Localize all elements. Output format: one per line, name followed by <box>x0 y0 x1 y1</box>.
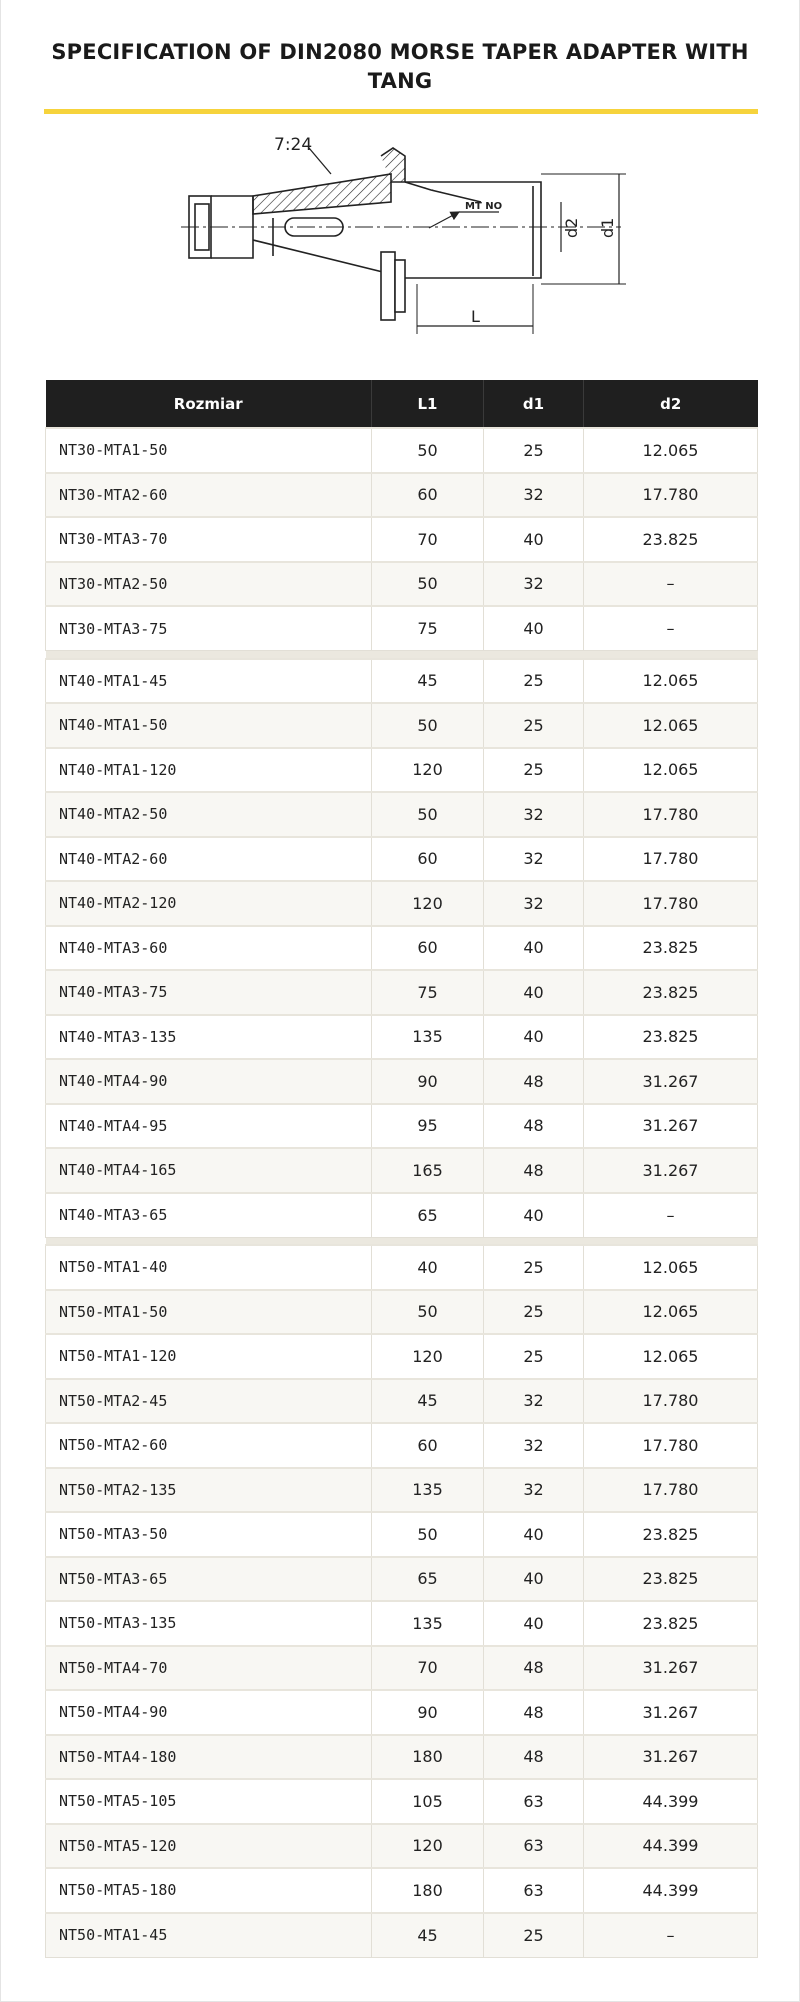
cell-l1: 70 <box>372 517 484 562</box>
cell-l1: 40 <box>372 1245 484 1290</box>
cell-d1: 32 <box>484 881 584 926</box>
separator-cell <box>484 651 584 659</box>
cell-size-code: NT50-MTA4-90 <box>46 1690 372 1735</box>
cell-size-code: NT50-MTA3-50 <box>46 1512 372 1557</box>
morse-taper-label: MT NO <box>465 201 503 212</box>
cell-d1: 40 <box>484 1512 584 1557</box>
cell-size-code: NT40-MTA2-60 <box>46 837 372 882</box>
cell-size-code: NT40-MTA4-95 <box>46 1104 372 1149</box>
cell-l1: 75 <box>372 970 484 1015</box>
spec-table <box>45 380 758 1958</box>
cell-l1: 120 <box>372 1334 484 1379</box>
cell-d1: 48 <box>484 1059 584 1104</box>
cell-d1: 32 <box>484 1423 584 1468</box>
group-separator <box>46 1237 758 1245</box>
table-row <box>46 1779 758 1824</box>
cell-d1: 25 <box>484 1913 584 1958</box>
group-separator <box>46 651 758 659</box>
column-header-l1: L1 <box>372 380 484 428</box>
table-row <box>46 1512 758 1557</box>
table-row <box>46 1468 758 1513</box>
table-row <box>46 1646 758 1691</box>
cell-l1: 60 <box>372 473 484 518</box>
cell-size-code: NT50-MTA2-135 <box>46 1468 372 1513</box>
length-dimension-label: L <box>471 307 480 326</box>
cell-l1: 50 <box>372 562 484 607</box>
table-row <box>46 517 758 562</box>
table-row <box>46 473 758 518</box>
cell-l1: 120 <box>372 881 484 926</box>
cell-d1: 32 <box>484 837 584 882</box>
cell-d2: 12.065 <box>584 1334 758 1379</box>
cell-d2: 17.780 <box>584 1379 758 1424</box>
d1-dimension-label: d1 <box>598 217 617 238</box>
cell-l1: 95 <box>372 1104 484 1149</box>
table-row <box>46 562 758 607</box>
cell-d1: 63 <box>484 1868 584 1913</box>
table-row <box>46 1059 758 1104</box>
separator-cell <box>372 1237 484 1245</box>
cell-d2: – <box>584 606 758 651</box>
cell-d1: 40 <box>484 1193 584 1238</box>
cell-d2: 44.399 <box>584 1824 758 1869</box>
cell-size-code: NT30-MTA2-60 <box>46 473 372 518</box>
table-row <box>46 1913 758 1958</box>
cell-d2: 44.399 <box>584 1868 758 1913</box>
cell-size-code: NT50-MTA3-135 <box>46 1601 372 1646</box>
cell-d1: 25 <box>484 1334 584 1379</box>
cell-d2: 31.267 <box>584 1104 758 1149</box>
cell-size-code: NT30-MTA3-75 <box>46 606 372 651</box>
table-row <box>46 1104 758 1149</box>
cell-size-code: NT50-MTA1-120 <box>46 1334 372 1379</box>
cell-size-code: NT40-MTA1-45 <box>46 659 372 704</box>
cell-d2: 17.780 <box>584 881 758 926</box>
cell-d1: 25 <box>484 1290 584 1335</box>
cell-d1: 40 <box>484 926 584 971</box>
cell-l1: 135 <box>372 1015 484 1060</box>
separator-cell <box>584 651 758 659</box>
cell-d2: 23.825 <box>584 517 758 562</box>
cell-size-code: NT40-MTA4-165 <box>46 1148 372 1193</box>
cell-d1: 25 <box>484 1245 584 1290</box>
table-row <box>46 926 758 971</box>
separator-cell <box>584 1237 758 1245</box>
cell-d1: 40 <box>484 606 584 651</box>
cell-size-code: NT50-MTA3-65 <box>46 1557 372 1602</box>
cell-d2: 23.825 <box>584 970 758 1015</box>
cell-d1: 40 <box>484 970 584 1015</box>
cell-d2: 12.065 <box>584 748 758 793</box>
cell-d2: 44.399 <box>584 1779 758 1824</box>
cell-d1: 25 <box>484 659 584 704</box>
cell-d2: – <box>584 1913 758 1958</box>
cell-d1: 48 <box>484 1646 584 1691</box>
cell-size-code: NT40-MTA1-120 <box>46 748 372 793</box>
cell-d1: 48 <box>484 1690 584 1735</box>
table-row <box>46 1148 758 1193</box>
table-row <box>46 1290 758 1335</box>
table-row <box>46 1601 758 1646</box>
cell-l1: 50 <box>372 1512 484 1557</box>
table-row <box>46 659 758 704</box>
cell-size-code: NT50-MTA1-50 <box>46 1290 372 1335</box>
cell-size-code: NT40-MTA3-65 <box>46 1193 372 1238</box>
cell-size-code: NT40-MTA3-60 <box>46 926 372 971</box>
cell-d2: 23.825 <box>584 1015 758 1060</box>
cell-size-code: NT40-MTA2-50 <box>46 792 372 837</box>
table-header-row <box>46 380 758 428</box>
cell-d2: 12.065 <box>584 1290 758 1335</box>
cell-d1: 48 <box>484 1104 584 1149</box>
cell-d2: 23.825 <box>584 1601 758 1646</box>
cell-l1: 45 <box>372 1913 484 1958</box>
cell-d1: 48 <box>484 1735 584 1780</box>
cell-size-code: NT50-MTA4-180 <box>46 1735 372 1780</box>
cell-d1: 40 <box>484 1557 584 1602</box>
cell-l1: 165 <box>372 1148 484 1193</box>
cell-size-code: NT40-MTA4-90 <box>46 1059 372 1104</box>
cell-size-code: NT50-MTA5-120 <box>46 1824 372 1869</box>
table-row <box>46 606 758 651</box>
table-row <box>46 1379 758 1424</box>
cell-d1: 32 <box>484 792 584 837</box>
cell-d2: 12.065 <box>584 659 758 704</box>
cell-l1: 120 <box>372 748 484 793</box>
cell-l1: 180 <box>372 1868 484 1913</box>
table-row <box>46 970 758 1015</box>
cell-d2: 23.825 <box>584 926 758 971</box>
d2-dimension-label: d2 <box>562 217 581 238</box>
cell-l1: 135 <box>372 1468 484 1513</box>
table-row <box>46 1824 758 1869</box>
table-row <box>46 1735 758 1780</box>
title-underline <box>44 109 758 114</box>
page-title: SPECIFICATION OF DIN2080 MORSE TAPER ADAPTER WITH TANG <box>51 40 749 93</box>
cell-d2: 17.780 <box>584 1468 758 1513</box>
cell-size-code: NT30-MTA3-70 <box>46 517 372 562</box>
separator-cell <box>484 1237 584 1245</box>
cell-size-code: NT50-MTA2-45 <box>46 1379 372 1424</box>
cell-d1: 32 <box>484 1379 584 1424</box>
cell-d2: 17.780 <box>584 1423 758 1468</box>
table-row <box>46 1334 758 1379</box>
table-body <box>46 428 758 1957</box>
cell-size-code: NT50-MTA4-70 <box>46 1646 372 1691</box>
cell-d1: 32 <box>484 1468 584 1513</box>
cell-d1: 25 <box>484 748 584 793</box>
cell-l1: 90 <box>372 1059 484 1104</box>
cell-l1: 60 <box>372 837 484 882</box>
cell-d2: 31.267 <box>584 1059 758 1104</box>
cell-d2: 31.267 <box>584 1735 758 1780</box>
cell-d2: 17.780 <box>584 792 758 837</box>
cell-size-code: NT40-MTA3-75 <box>46 970 372 1015</box>
cell-d1: 40 <box>484 517 584 562</box>
cell-l1: 50 <box>372 703 484 748</box>
cell-l1: 180 <box>372 1735 484 1780</box>
cell-d2: 17.780 <box>584 837 758 882</box>
adapter-technical-drawing <box>181 134 631 344</box>
cell-d1: 48 <box>484 1148 584 1193</box>
separator-cell <box>372 651 484 659</box>
cell-size-code: NT40-MTA2-120 <box>46 881 372 926</box>
table-row <box>46 1690 758 1735</box>
table-row <box>46 1557 758 1602</box>
table-row <box>46 1193 758 1238</box>
cell-l1: 60 <box>372 1423 484 1468</box>
cell-size-code: NT50-MTA1-45 <box>46 1913 372 1958</box>
table-row <box>46 881 758 926</box>
cell-d1: 40 <box>484 1601 584 1646</box>
cell-d1: 40 <box>484 1015 584 1060</box>
cell-d1: 32 <box>484 562 584 607</box>
cell-l1: 60 <box>372 926 484 971</box>
cell-size-code: NT50-MTA1-40 <box>46 1245 372 1290</box>
cell-d2: 31.267 <box>584 1646 758 1691</box>
table-row <box>46 1868 758 1913</box>
cell-l1: 120 <box>372 1824 484 1869</box>
cell-d2: 12.065 <box>584 703 758 748</box>
table-row <box>46 1245 758 1290</box>
cell-l1: 70 <box>372 1646 484 1691</box>
separator-cell <box>46 651 372 659</box>
column-header-size: Rozmiar <box>46 380 372 428</box>
separator-cell <box>46 1237 372 1245</box>
cell-d1: 63 <box>484 1824 584 1869</box>
cell-d2: 23.825 <box>584 1512 758 1557</box>
table-row <box>46 1015 758 1060</box>
taper-ratio-label: 7:24 <box>274 135 313 155</box>
cell-size-code: NT40-MTA1-50 <box>46 703 372 748</box>
cell-d1: 32 <box>484 473 584 518</box>
cell-l1: 50 <box>372 1290 484 1335</box>
cell-l1: 105 <box>372 1779 484 1824</box>
cell-d2: 12.065 <box>584 1245 758 1290</box>
cell-l1: 50 <box>372 428 484 473</box>
table-row <box>46 792 758 837</box>
cell-d2: 12.065 <box>584 428 758 473</box>
cell-l1: 45 <box>372 659 484 704</box>
cell-l1: 65 <box>372 1193 484 1238</box>
table-row <box>46 837 758 882</box>
cell-size-code: NT40-MTA3-135 <box>46 1015 372 1060</box>
cell-l1: 135 <box>372 1601 484 1646</box>
cell-d2: – <box>584 562 758 607</box>
cell-size-code: NT50-MTA2-60 <box>46 1423 372 1468</box>
column-header-d2: d2 <box>660 394 682 413</box>
cell-l1: 45 <box>372 1379 484 1424</box>
cell-l1: 65 <box>372 1557 484 1602</box>
cell-d2: 31.267 <box>584 1690 758 1735</box>
cell-size-code: NT50-MTA5-105 <box>46 1779 372 1824</box>
cell-l1: 90 <box>372 1690 484 1735</box>
column-header-d1: d1 <box>484 380 584 428</box>
cell-l1: 50 <box>372 792 484 837</box>
table-row <box>46 703 758 748</box>
table-row <box>46 428 758 473</box>
cell-d1: 25 <box>484 703 584 748</box>
cell-size-code: NT50-MTA5-180 <box>46 1868 372 1913</box>
table-row <box>46 748 758 793</box>
cell-d2: – <box>584 1193 758 1238</box>
cell-d2: 31.267 <box>584 1148 758 1193</box>
cell-d1: 25 <box>484 428 584 473</box>
cell-l1: 75 <box>372 606 484 651</box>
cell-d2: 17.780 <box>584 473 758 518</box>
table-row <box>46 1423 758 1468</box>
cell-size-code: NT30-MTA1-50 <box>46 428 372 473</box>
cell-size-code: NT30-MTA2-50 <box>46 562 372 607</box>
cell-d2: 23.825 <box>584 1557 758 1602</box>
cell-d1: 63 <box>484 1779 584 1824</box>
